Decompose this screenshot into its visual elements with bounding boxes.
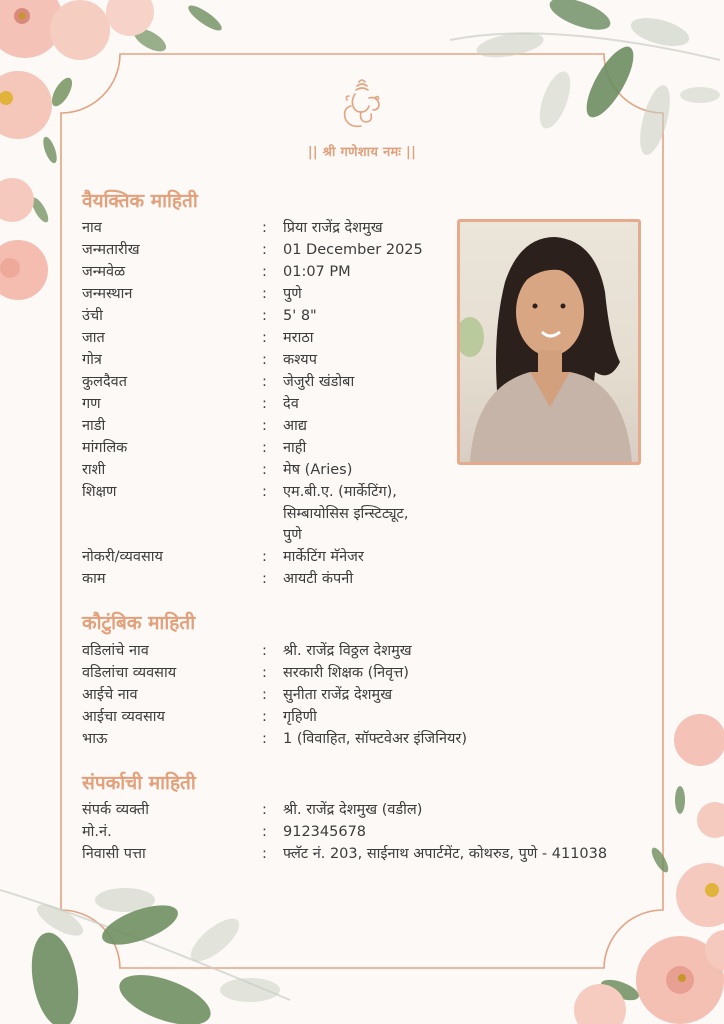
detail-label: संपर्क व्यक्ती: [82, 802, 149, 818]
header: [0, 76, 724, 160]
detail-label: आईचा व्यवसाय: [82, 709, 165, 725]
separator: :: [262, 549, 267, 565]
detail-value: जेजुरी खंडोबा: [283, 374, 355, 390]
detail-label: आईचे नाव: [82, 687, 138, 703]
section-title-personal: वैयक्तिक माहिती: [82, 190, 198, 212]
detail-value: मार्केटिंग मॅनेजर: [283, 549, 364, 565]
mantra-text: || श्री गणेशाय नमः ||: [307, 145, 417, 160]
detail-row: [82, 547, 643, 569]
separator: :: [262, 286, 267, 302]
education-line-2: सिम्बायोसिस इन्स्टिट्यूट,: [283, 505, 409, 522]
detail-value: मेष (Aries): [283, 462, 353, 478]
detail-value: आद्य: [283, 418, 307, 434]
detail-label: नाडी: [82, 418, 106, 434]
detail-label: गोत्र: [82, 352, 102, 368]
phone-value: 912345678: [283, 824, 367, 840]
detail-value: पुणे: [283, 286, 302, 302]
detail-value: [283, 482, 643, 547]
address-value: फ्लॅट नं. 203, साईनाथ अपार्टमेंट, कोथरुड, पुणे - 411038: [283, 846, 608, 862]
separator: :: [262, 731, 267, 747]
profile-photo: [457, 219, 641, 465]
separator: :: [262, 824, 267, 840]
separator: :: [262, 484, 267, 500]
section-title-family: कौटुंबिक माहिती: [82, 612, 196, 634]
separator: :: [262, 802, 267, 818]
detail-row-education: [82, 482, 643, 547]
detail-value: 5' 8": [283, 308, 317, 324]
separator: :: [262, 352, 267, 368]
detail-value: 01:07 PM: [283, 264, 351, 280]
detail-value: सुनीता राजेंद्र देशमुख: [283, 687, 393, 703]
separator: :: [262, 665, 267, 681]
education-line-1: एम.बी.ए. (मार्केटिंग),: [283, 484, 397, 500]
separator: :: [262, 846, 267, 862]
education-line-3: पुणे: [283, 527, 302, 544]
detail-label: भाऊ: [82, 731, 108, 747]
detail-label: जात: [82, 330, 105, 346]
detail-value: आयटी कंपनी: [283, 571, 354, 587]
detail-row: [82, 641, 643, 663]
detail-label: जन्मस्थान: [82, 286, 133, 302]
separator: :: [262, 220, 267, 236]
detail-value: नाही: [283, 440, 307, 456]
detail-label: उंची: [82, 308, 103, 324]
detail-row: [82, 685, 643, 707]
detail-label: शिक्षण: [82, 484, 117, 500]
detail-value: श्री. राजेंद्र विठ्ठल देशमुख: [283, 643, 412, 659]
detail-row: [82, 822, 643, 844]
detail-value: मराठा: [283, 330, 314, 346]
detail-label: नाव: [82, 220, 102, 236]
separator: :: [262, 264, 267, 280]
detail-value: श्री. राजेंद्र देशमुख (वडील): [283, 802, 423, 818]
detail-value: 01 December 2025: [283, 242, 423, 258]
detail-value: प्रिया राजेंद्र देशमुख: [283, 220, 383, 236]
detail-label: वडिलांचा व्यवसाय: [82, 665, 177, 681]
detail-label: निवासी पत्ता: [82, 846, 146, 862]
detail-label: वडिलांचे नाव: [82, 643, 149, 659]
detail-row: [82, 707, 643, 729]
detail-row: [82, 800, 643, 822]
detail-value: 1 (विवाहित, सॉफ्टवेअर इंजिनियर): [283, 731, 467, 747]
separator: :: [262, 709, 267, 725]
detail-label: राशी: [82, 462, 106, 478]
detail-row: [82, 569, 643, 591]
portrait-image: [460, 222, 638, 462]
ganesha-icon: [337, 76, 387, 132]
separator: :: [262, 643, 267, 659]
separator: :: [262, 242, 267, 258]
separator: :: [262, 396, 267, 412]
detail-value: गृहिणी: [283, 709, 317, 725]
detail-label: कुलदैवत: [82, 374, 127, 390]
detail-label: गण: [82, 396, 101, 412]
detail-label: काम: [82, 571, 106, 587]
detail-label: मो.नं.: [82, 824, 112, 840]
detail-label: जन्मतारीख: [82, 242, 140, 258]
separator: :: [262, 462, 267, 478]
detail-value: देव: [283, 396, 299, 412]
detail-value: कश्यप: [283, 352, 317, 368]
detail-label: जन्मवेळ: [82, 264, 126, 280]
detail-label: नोकरी/व्यवसाय: [82, 549, 163, 565]
separator: :: [262, 571, 267, 587]
separator: :: [262, 374, 267, 390]
separator: :: [262, 440, 267, 456]
detail-row: [82, 729, 643, 751]
section-title-contact: संपर्काची माहिती: [82, 772, 196, 794]
separator: :: [262, 308, 267, 324]
detail-row: [82, 844, 683, 866]
separator: :: [262, 418, 267, 434]
separator: :: [262, 687, 267, 703]
detail-value: सरकारी शिक्षक (निवृत्त): [283, 665, 409, 681]
detail-row: [82, 663, 643, 685]
detail-label: मांगलिक: [82, 440, 128, 456]
separator: :: [262, 330, 267, 346]
